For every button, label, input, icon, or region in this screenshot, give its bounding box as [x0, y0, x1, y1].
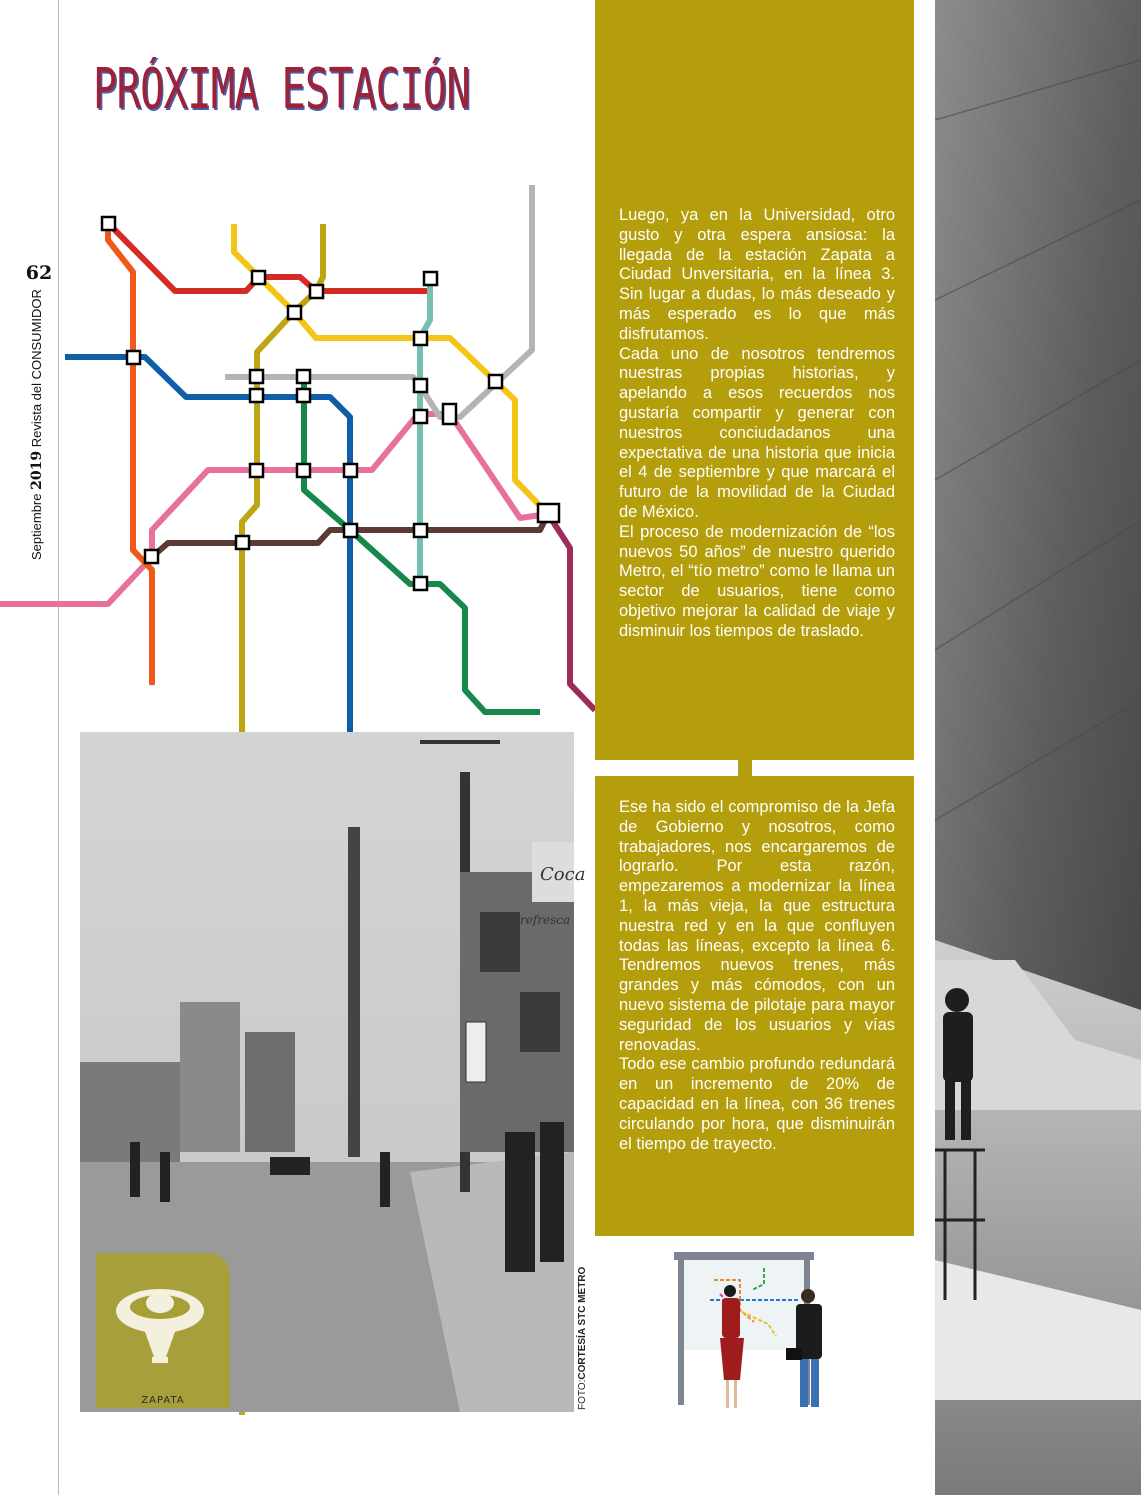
paragraph: El proceso de modernización de “los nuevos 50 años” de nuestro querido Metro, el “tío metro” como le llama un sector de usuarios, tiene como objetivo mejorar la calidad de viaje y disminuir los tiempos de traslado.: [619, 522, 895, 640]
station-marker: [443, 404, 456, 424]
station-marker: [414, 410, 427, 423]
folio-year: 2019: [29, 450, 45, 490]
metro-line-red: [108, 223, 430, 291]
metro-line-maroon: [548, 514, 593, 708]
station-marker: [297, 389, 310, 402]
metro-map: [0, 180, 600, 740]
station-marker: [127, 351, 140, 364]
billboard-sub: refresca: [520, 913, 571, 927]
station-marker: [538, 504, 559, 522]
text-box-top: [595, 0, 914, 760]
folio-month: Septiembre: [29, 493, 44, 560]
metro-line-orange: [108, 223, 152, 682]
station-marker: [102, 217, 115, 230]
paragraph: Todo ese cambio profundo redundará en un incremento de 20% de capacidad en la línea, con 36 trenes circulando por hora, que disminuirán el tiempo de trayecto.: [619, 1055, 895, 1153]
station-marker: [414, 524, 427, 537]
station-marker: [250, 464, 263, 477]
station-marker: [414, 577, 427, 590]
station-marker: [489, 375, 502, 388]
station-marker: [310, 285, 323, 298]
paragraph: Ese ha sido el compromiso de la Jefa de Gobierno y nosotros, como trabajadores, nos encargaremos de lograrlo. Por esta razón, empezaremos a modernizar la línea 1, la más vieja, la que estructura nuestra red y en la que confluyen todas las líneas, excepto la línea 6. Tendremos nuevos trenes, más grandes y más cómodos, con un nuevo sistema de pilotaje para mayor seguridad de los usuarios y vías renovadas.: [619, 798, 895, 1054]
zapata-station-sign: [96, 1253, 230, 1408]
paragraph: Luego, ya en la Universidad, otro gusto y otra espera ansiosa: la llegada de la estación Zapata a Ciudad Unversitaria, en la línea 3. Sin lugar a dudas, lo más deseado y más esperado es lo que más disfrutamos.: [619, 206, 895, 343]
metro-line-pink: [0, 414, 548, 604]
page-title: PRÓXIMA ESTACIÓN: [93, 57, 470, 122]
photo-credit-name: CORTESÍA STC METRO: [577, 1266, 588, 1380]
station-marker: [250, 389, 263, 402]
station-marker: [297, 464, 310, 477]
station-marker: [344, 464, 357, 477]
text-box-bottom: [595, 776, 914, 1236]
box-connector: [738, 758, 752, 778]
station-marker: [414, 379, 427, 392]
station-marker: [424, 272, 437, 285]
station-marker: [236, 536, 249, 549]
metro-line-gray: [228, 188, 532, 417]
station-marker: [297, 370, 310, 383]
station-marker: [145, 550, 158, 563]
photo-credit-prefix: FOTO:: [577, 1379, 588, 1410]
station-marker: [252, 271, 265, 284]
zapata-hat-icon: [96, 1253, 230, 1393]
station-marker: [250, 370, 263, 383]
billboard-text: Coca: [540, 864, 586, 885]
construction-photo: [935, 0, 1141, 1495]
station-marker: [288, 306, 301, 319]
paragraph: Cada uno de nosotros tendremos nuestras propias historias, y apelando a esos recuerdos nos gustaría compartir y generar con nuestros conciudadanos una expectativa de una historia que inicia el 4 de septiembre y que marcará el futuro de la movilidad de la Ciudad de México.: [619, 344, 895, 521]
station-sign-label: ZAPATA: [141, 1395, 185, 1406]
station-marker: [414, 332, 427, 345]
folio-magazine: Revista del CONSUMIDOR: [29, 289, 44, 448]
station-marker: [344, 524, 357, 537]
map-board-illustration: [668, 1250, 833, 1415]
page-number: 62: [25, 262, 53, 284]
